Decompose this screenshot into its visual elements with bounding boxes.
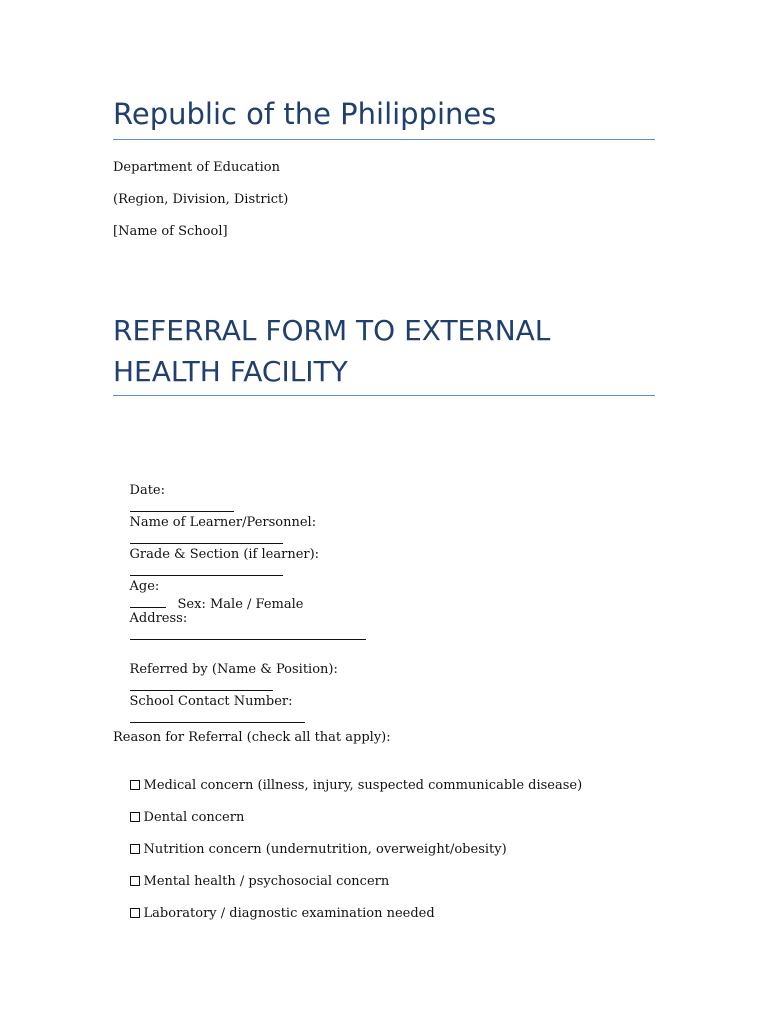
address-blank[interactable] bbox=[130, 627, 366, 640]
checkbox-icon[interactable] bbox=[130, 876, 140, 886]
learner-label: Name of Learner/Personnel: bbox=[129, 515, 317, 530]
checkbox-icon[interactable] bbox=[130, 844, 140, 854]
checkbox-icon[interactable] bbox=[130, 812, 140, 822]
contact-blank[interactable] bbox=[130, 710, 305, 723]
reason-label: Dental concern bbox=[143, 810, 245, 825]
form-title: REFERRAL FORM TO EXTERNAL HEALTH FACILITY bbox=[113, 310, 655, 396]
region-line: (Region, Division, District) bbox=[113, 192, 289, 207]
country-heading: Republic of the Philippines bbox=[113, 96, 655, 140]
reason-heading: Reason for Referral (check all that apply): bbox=[113, 730, 391, 745]
checkbox-icon[interactable] bbox=[130, 780, 140, 790]
reason-label: Laboratory / diagnostic examination needed bbox=[143, 906, 435, 921]
reason-label: Nutrition concern (undernutrition, overweight/obesity) bbox=[143, 842, 507, 857]
checkbox-icon[interactable] bbox=[130, 908, 140, 918]
address-label: Address: bbox=[129, 611, 188, 626]
age-label: Age: bbox=[129, 579, 160, 594]
reason-label: Medical concern (illness, injury, suspected communicable disease) bbox=[143, 778, 583, 793]
department-line: Department of Education bbox=[113, 160, 280, 175]
reason-label: Mental health / psychosocial concern bbox=[143, 874, 390, 889]
school-line: [Name of School] bbox=[113, 224, 228, 239]
sex-label[interactable]: Sex: Male / Female bbox=[177, 597, 304, 612]
grade-label: Grade & Section (if learner): bbox=[129, 547, 320, 562]
reason-item bbox=[113, 890, 435, 938]
referred-by-label: Referred by (Name & Position): bbox=[129, 662, 338, 677]
date-label: Date: bbox=[129, 483, 166, 498]
contact-label: School Contact Number: bbox=[129, 694, 293, 709]
